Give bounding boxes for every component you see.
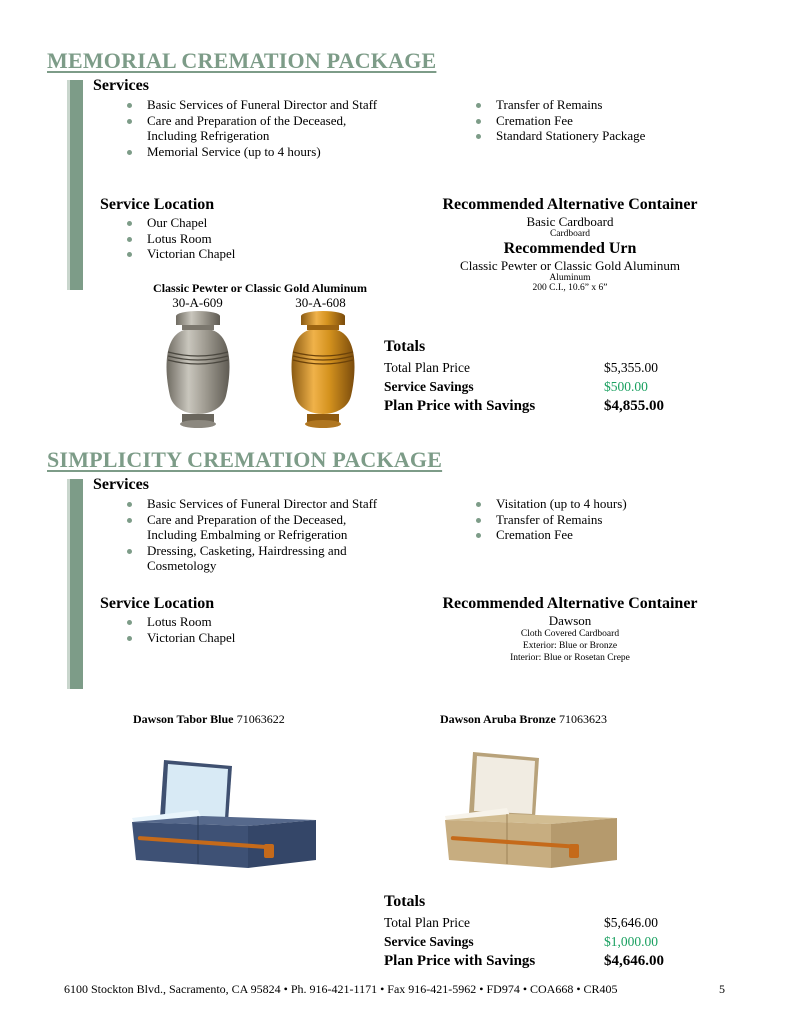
- memorial-package-title: MEMORIAL CREMATION PACKAGE: [47, 48, 437, 73]
- pewter-urn-image: [162, 310, 234, 432]
- memorial-accent-bar: [67, 80, 83, 290]
- list-item: Care and Preparation of the Deceased, Including Refrigeration: [125, 113, 425, 144]
- simplicity-accent-bar: [67, 479, 83, 689]
- simplicity-container-exterior: Exterior: Blue or Bronze: [522, 641, 618, 651]
- memorial-container-heading: Recommended Alternative Container: [442, 196, 698, 213]
- memorial-urn-material: Aluminum: [549, 273, 591, 283]
- footer-address: 6100 Stockton Blvd., Sacramento, CA 95824 • Ph. 916-421-1171 • Fax 916-421-5962 • FD974 • COA668 • CR405: [64, 982, 618, 996]
- memorial-container-block: [420, 196, 720, 293]
- memorial-total-price-value: $5,355.00: [604, 360, 658, 375]
- simplicity-services-left-list: [125, 496, 425, 574]
- gold-urn-image: [287, 310, 359, 432]
- urn-code-pewter: 30-A-609: [172, 295, 223, 310]
- simplicity-final-price-value: $4,646.00: [604, 953, 664, 969]
- memorial-urn-name: Classic Pewter or Classic Gold Aluminum: [460, 258, 680, 273]
- memorial-total-price-label: Total Plan Price: [384, 360, 471, 375]
- memorial-savings-label: Service Savings: [384, 379, 474, 394]
- simplicity-container-block: [420, 595, 720, 664]
- blue-casket-image: [128, 756, 320, 872]
- urn-code-gold: 30-A-608: [295, 295, 346, 310]
- bronze-casket-image: [441, 748, 621, 872]
- page-number: 5: [719, 982, 725, 996]
- simplicity-services-right-list: [474, 496, 734, 543]
- simplicity-container-heading: Recommended Alternative Container: [442, 595, 698, 612]
- memorial-urn-size: 200 C.I., 10.6” x 6”: [532, 283, 608, 293]
- list-item: Victorian Chapel: [125, 630, 325, 646]
- simplicity-total-price-label: Total Plan Price: [384, 915, 471, 930]
- list-item: Basic Services of Funeral Director and Staff: [125, 496, 425, 512]
- simplicity-savings-value: $1,000.00: [604, 934, 658, 949]
- simplicity-container-interior: Interior: Blue or Rosetan Crepe: [510, 653, 630, 663]
- simplicity-savings-label: Service Savings: [384, 934, 474, 949]
- simplicity-totals-heading: Totals: [384, 893, 426, 910]
- memorial-locations-list: [125, 215, 325, 262]
- memorial-urn-heading: Recommended Urn: [503, 240, 637, 257]
- list-item: Basic Services of Funeral Director and Staff: [125, 97, 425, 113]
- memorial-services-heading: Services: [93, 77, 149, 94]
- memorial-savings-value: $500.00: [604, 379, 648, 394]
- memorial-final-price-value: $4,855.00: [604, 398, 664, 414]
- memorial-container-material: Cardboard: [549, 229, 591, 239]
- memorial-location-heading: Service Location: [100, 196, 215, 213]
- list-item: Lotus Room: [125, 614, 325, 630]
- list-item: Dressing, Casketing, Hairdressing and Cosmetology: [125, 543, 425, 574]
- list-item: Cremation Fee: [474, 527, 734, 543]
- list-item: Care and Preparation of the Deceased, Including Embalming or Refrigeration: [125, 512, 425, 543]
- simplicity-locations-list: [125, 614, 325, 645]
- list-item: Cremation Fee: [474, 113, 734, 129]
- list-item: Transfer of Remains: [474, 512, 734, 528]
- simplicity-total-price-value: $5,646.00: [604, 915, 658, 930]
- memorial-services-right-list: [474, 97, 734, 144]
- memorial-services-left-list: [125, 97, 425, 159]
- list-item: Lotus Room: [125, 231, 325, 247]
- simplicity-container-material: Cloth Covered Cardboard: [520, 629, 620, 639]
- list-item: Transfer of Remains: [474, 97, 734, 113]
- list-item: Standard Stationery Package: [474, 128, 734, 144]
- simplicity-services-heading: Services: [93, 476, 149, 493]
- memorial-final-price-label: Plan Price with Savings: [384, 398, 536, 414]
- list-item: Memorial Service (up to 4 hours): [125, 144, 425, 160]
- simplicity-container-name: Dawson: [548, 613, 592, 628]
- memorial-container-name: Basic Cardboard: [526, 214, 614, 229]
- simplicity-final-price-label: Plan Price with Savings: [384, 953, 536, 969]
- casket-bronze-caption: Dawson Aruba Bronze 71063623: [440, 712, 608, 726]
- list-item: Visitation (up to 4 hours): [474, 496, 734, 512]
- casket-blue-caption: Dawson Tabor Blue 71063622: [133, 712, 285, 726]
- memorial-totals-heading: Totals: [384, 338, 426, 355]
- simplicity-package-title: SIMPLICITY CREMATION PACKAGE: [47, 447, 443, 472]
- simplicity-location-heading: Service Location: [100, 595, 215, 612]
- list-item: Victorian Chapel: [125, 246, 325, 262]
- list-item: Our Chapel: [125, 215, 325, 231]
- urn-caption: Classic Pewter or Classic Gold Aluminum: [153, 281, 367, 295]
